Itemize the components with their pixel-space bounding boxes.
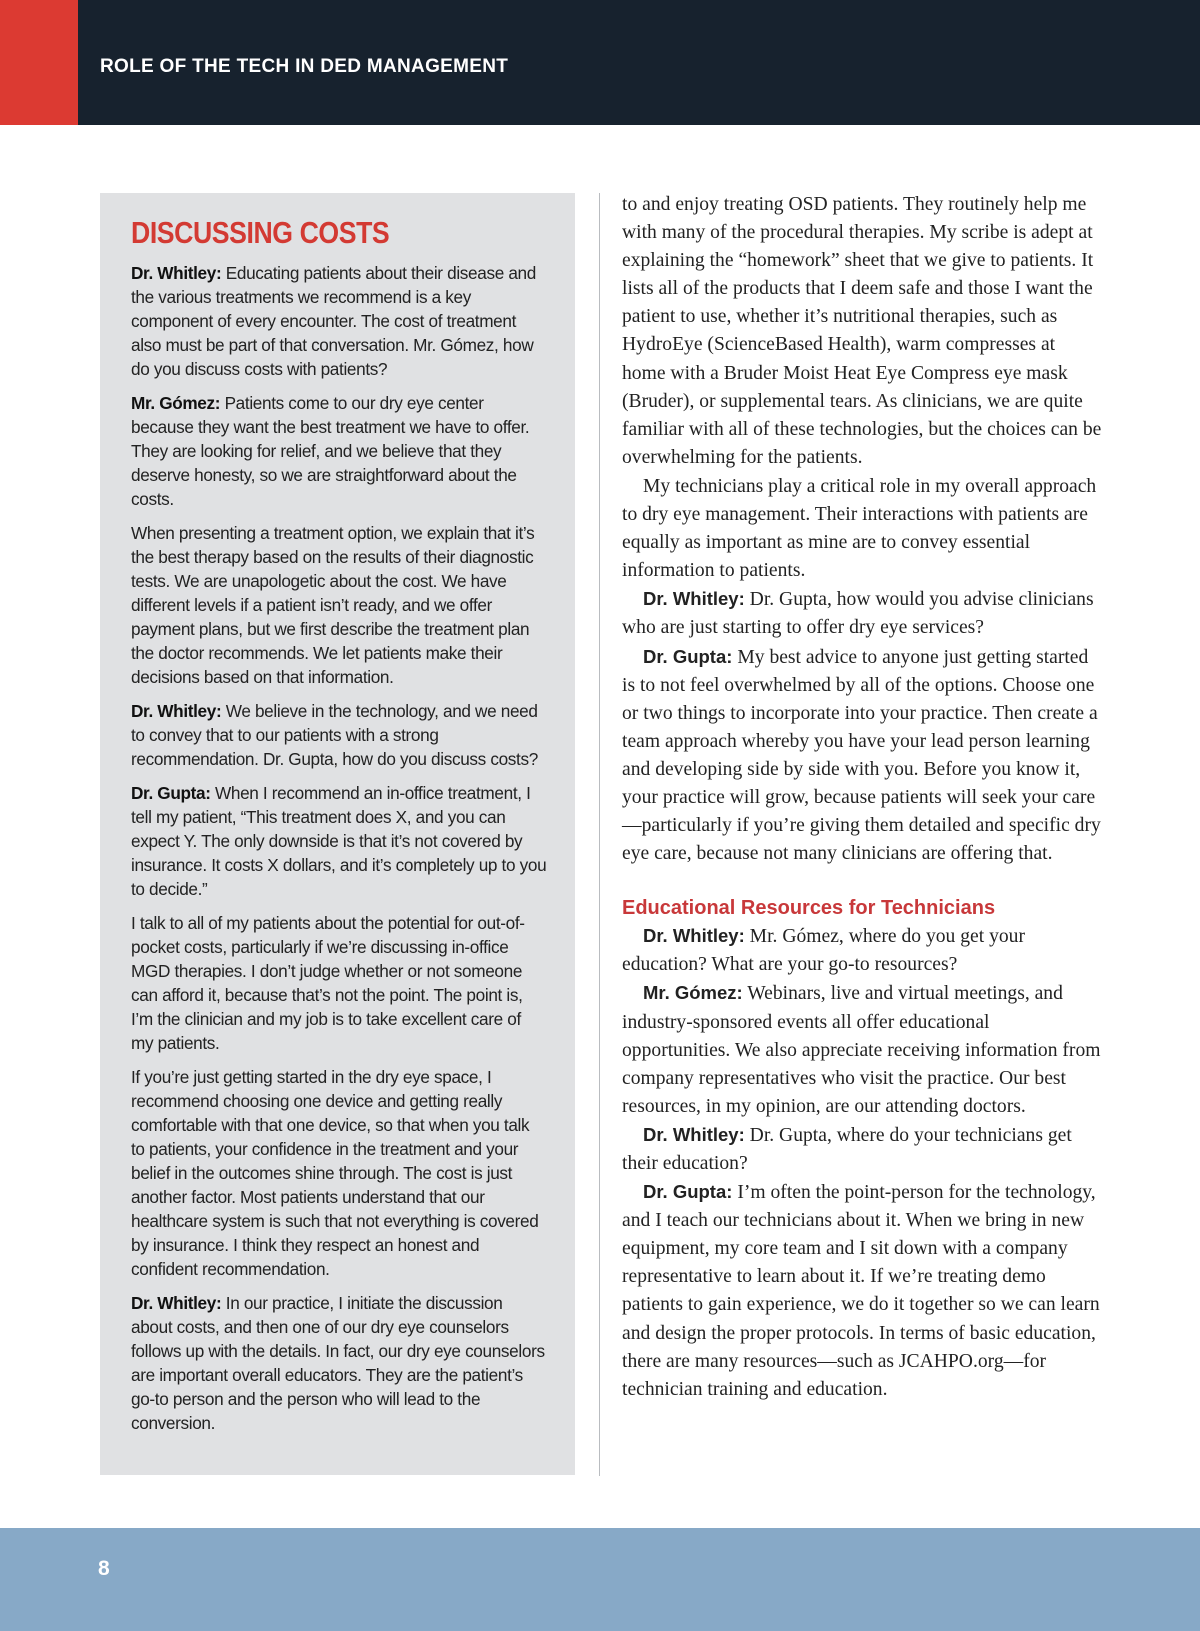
section-title: ROLE OF THE TECH IN DED MANAGEMENT [100, 56, 509, 77]
column-divider [599, 193, 600, 1476]
section-heading-educational-resources: Educational Resources for Technicians [622, 897, 996, 920]
paragraph-text: We believe in the technology, and we need to convey that to our patients with a strong recommendation. Dr. Gupta, how do you discuss costs? [131, 701, 538, 769]
sidebar-paragraph [131, 261, 547, 381]
speaker-name: Dr. Whitley: [131, 263, 222, 283]
page-number: 8 [98, 1557, 110, 1580]
page-header [0, 0, 1200, 125]
paragraph-text: Patients come to our dry eye center because they want the best treatment we have to offer. They are looking for relief, and we believe that they deserve honesty, so we are straightforward about the costs. [131, 393, 530, 509]
sidebar-box-discussing-costs [100, 193, 575, 1475]
speaker-name: Dr. Gupta: [131, 783, 211, 803]
sidebar-body [131, 261, 547, 1435]
page-footer [0, 1528, 1200, 1631]
body-paragraph [622, 1121, 1102, 1178]
body-paragraph [622, 1178, 1102, 1404]
sidebar-heading: DISCUSSING COSTS [131, 215, 390, 250]
speaker-name: Dr. Whitley: [643, 925, 745, 947]
paragraph-text: In our practice, I initiate the discussion about costs, and then one of our dry eye counselors follows up with the details. In fact, our dry eye counselors are important overall educators. They are the patient’s go-to person and the person who will lead to the conversion. [131, 1293, 545, 1433]
paragraph-text: I talk to all of my patients about the potential for out-of-pocket costs, particularly if we’re discussing in-office MGD therapies. I don’t judge whether or not someone can afford it, because that’s not the point. The point is, I’m the clinician and my job is to take excellent care of my patients. [131, 913, 525, 1053]
body-paragraph [622, 190, 1102, 472]
speaker-name: Dr. Gupta: [643, 1181, 733, 1203]
paragraph-text: When presenting a treatment option, we explain that it’s the best therapy based on the results of their diagnostic tests. We are unapologetic about the cost. We have different levels if a patient isn’t ready, and we offer payment plans, but we first describe the treatment plan the doctor recommends. We let patients make their decisions based on that information. [131, 523, 535, 687]
paragraph-text: Educating patients about their disease and the various treatments we recommend is a key component of every encounter. The cost of treatment also must be part of that conversation. Mr. Gómez, how do you discuss costs with patients? [131, 263, 536, 379]
sidebar-paragraph [131, 1065, 547, 1281]
paragraph-text: My technicians play a critical role in my overall approach to dry eye management. Their interactions with patients are equally as important as mine are to convey essential information to patients. [622, 475, 1097, 582]
paragraph-text: Webinars, live and virtual meetings, and industry-sponsored events all offer educational opportunities. We also appreciate receiving information from company representatives who visit the practice. Our best resources, in my opinion, are our attending doctors. [622, 983, 1101, 1117]
speaker-name: Dr. Whitley: [131, 701, 222, 721]
paragraph-text: If you’re just getting started in the dry eye space, I recommend choosing one device and getting really comfortable with that one device, so that when you talk to patients, your confidence in the treatment and your belief in the outcomes shine through. The cost is just another factor. Most patients understand that our healthcare system is such that not everything is covered by insurance. I think they respect an honest and confident recommendation. [131, 1067, 539, 1279]
sidebar-paragraph [131, 781, 547, 901]
body-paragraph [622, 643, 1102, 869]
speaker-name: Dr. Gupta: [643, 645, 733, 667]
speaker-name: Mr. Gómez: [131, 393, 221, 413]
header-red-accent [0, 0, 78, 125]
paragraph-text: Dr. Gupta, where do your technicians get their education? [622, 1124, 1072, 1174]
paragraph-text: Mr. Gómez, where do you get your education? What are your go-to resources? [622, 926, 1025, 976]
main-column [622, 190, 1102, 1404]
sidebar-paragraph [131, 391, 547, 511]
paragraph-text: to and enjoy treating OSD patients. They routinely help me with many of the procedural therapies. My scribe is adept at explaining the “homework” sheet that we give to patients. It lists all of the products that I deem safe and those I want the patient to use, whether it’s nutritional therapies, such as HydroEye (ScienceBased Health), warm compresses at home with a Bruder Moist Heat Eye Compress eye mask (Bruder), or supplemental tears. As clinicians, we are quite familiar with all of these technologies, but the choices can be overwhelming for the patients. [622, 194, 1102, 468]
speaker-name: Mr. Gómez: [643, 982, 743, 1004]
paragraph-text: I’m often the point-person for the technology, and I teach our technicians about it. When we bring in new equipment, my core team and I sit down with a company representative to learn about it. If we’re treating demo patients to gain experience, we do it together so we can learn and design the proper protocols. In terms of basic education, there are many resources—such as JCAHPO.org—for technician training and education. [622, 1182, 1100, 1400]
speaker-name: Dr. Whitley: [643, 588, 745, 610]
body-paragraph [622, 922, 1102, 979]
sidebar-paragraph [131, 1291, 547, 1435]
paragraph-text: My best advice to anyone just getting started is to not feel overwhelmed by all of the options. Choose one or two things to incorporate into your practice. Then create a team approach whereby you have your lead person learning and developing side by side with you. Before you know it, your practice will grow, because patients will seek your care—particularly if you’re giving them detailed and specific dry eye care, because not many clinicians are offering that. [622, 646, 1101, 865]
speaker-name: Dr. Whitley: [131, 1293, 222, 1313]
speaker-name: Dr. Whitley: [643, 1123, 745, 1145]
body-paragraph [622, 472, 1102, 585]
sidebar-paragraph [131, 699, 547, 771]
body-paragraph [622, 979, 1102, 1120]
sidebar-paragraph [131, 911, 547, 1055]
paragraph-text: When I recommend an in-office treatment, I tell my patient, “This treatment does X, and you can expect Y. The only downside is that it’s not covered by insurance. It costs X dollars, and it’s completely up to you to decide.” [131, 783, 547, 899]
paragraph-text: Dr. Gupta, how would you advise clinicians who are just starting to offer dry eye services? [622, 589, 1094, 639]
sidebar-paragraph [131, 521, 547, 689]
body-paragraph [622, 585, 1102, 642]
